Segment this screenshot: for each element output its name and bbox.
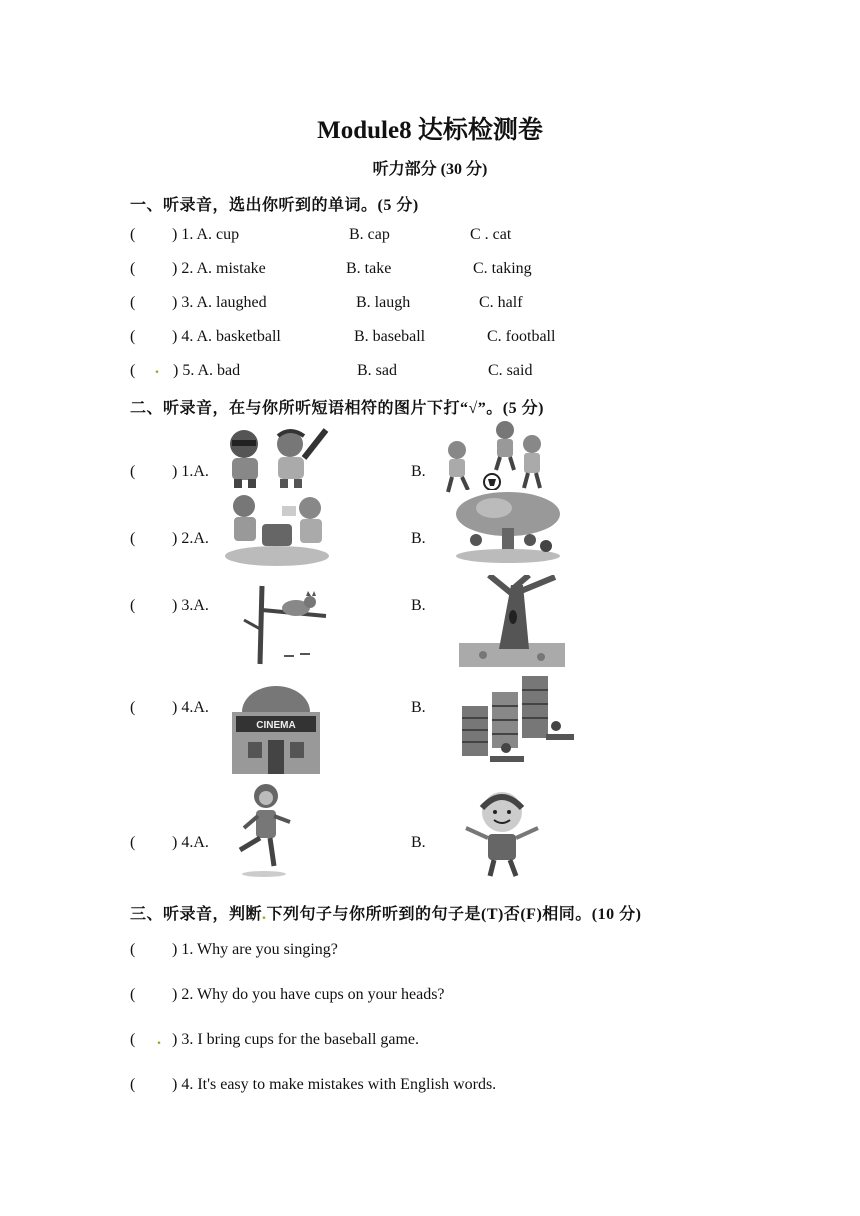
option-c: C. taking (473, 260, 532, 277)
answer-paren[interactable]: ( (130, 699, 136, 716)
option-c: C. half (479, 294, 523, 311)
row-2-option-b-label: B. (411, 530, 426, 547)
question-text: ) 4. A. basketball (172, 328, 281, 345)
answer-mark: . (157, 1031, 161, 1048)
row-3-option-b-label: B. (411, 597, 426, 614)
page-subtitle: 听力部分 (30 分) (372, 161, 488, 178)
big-tree-picture[interactable] (459, 575, 565, 667)
option-b: B. baseball (354, 328, 426, 345)
section-3-sentence-2: ) 2. Why do you have cups on your heads? (172, 986, 445, 1003)
question-text: ) 2. A. mistake (172, 260, 266, 277)
option-b: B. take (346, 260, 392, 277)
row-4-option-b-label: B. (411, 699, 426, 716)
section-2-heading: 二、听录音，在与你所听短语相符的图片下打“√”。(5 分) (130, 400, 544, 417)
section-3-sentence-1: ) 1. Why are you singing? (172, 941, 338, 958)
question-text: ) 3. A. laughed (172, 294, 267, 311)
answer-paren[interactable]: ( (130, 328, 136, 345)
answer-paren[interactable]: ( (130, 362, 136, 379)
answer-paren[interactable]: ( (130, 260, 136, 277)
row-1-option-b-label: B. (411, 463, 426, 480)
row-2-option-a-label: ) 2.A. (172, 530, 209, 547)
cinema-sign-text: CINEMA (256, 720, 296, 731)
row-5-option-a-label: ) 4.A. (172, 834, 209, 851)
smiling-boy-picture[interactable] (460, 786, 544, 878)
row-5-option-b-label: B. (411, 834, 426, 851)
football-kids-picture[interactable] (440, 418, 550, 496)
library-picture[interactable] (460, 672, 578, 776)
answer-paren[interactable]: ( (130, 834, 136, 851)
row-3-option-a-label: ) 3.A. (172, 597, 209, 614)
section-3-heading (130, 901, 641, 924)
option-b: B. sad (357, 362, 397, 379)
answer-paren[interactable]: ( (130, 463, 136, 480)
row-1-option-a-label: ) 1.A. (172, 463, 209, 480)
answer-paren[interactable]: ( (130, 597, 136, 614)
answer-paren[interactable]: ( (130, 226, 136, 243)
section-1-heading: 一、听录音，选出你听到的单词。(5 分) (130, 197, 419, 214)
kids-camping-picture[interactable] (222, 488, 332, 568)
question-text: ) 1. A. cup (172, 226, 240, 243)
row-4-option-a-label: ) 4.A. (172, 699, 209, 716)
answer-paren[interactable]: ( (130, 941, 136, 958)
page-title: Module8 达标检测卷 (317, 117, 543, 144)
kids-under-tree-picture[interactable] (454, 490, 562, 564)
baseball-kids-picture[interactable] (218, 424, 330, 492)
option-b: B. cap (349, 226, 390, 243)
section-3-heading-part-2: 下列句子与你所听到的句子是(T)否(F)相同。(10 分) (266, 906, 642, 923)
option-c: C. said (488, 362, 533, 379)
running-boy-picture[interactable] (228, 780, 298, 880)
cat-in-tree-picture[interactable] (234, 580, 334, 666)
answer-paren[interactable]: ( (130, 530, 136, 547)
answer-paren[interactable]: ( (130, 294, 136, 311)
option-b: B. laugh (356, 294, 411, 311)
option-c: C . cat (470, 226, 512, 243)
section-3-sentence-3: ) 3. I bring cups for the baseball game. (172, 1031, 420, 1048)
section-3-sentence-4: ) 4. It's easy to make mistakes with English words. (172, 1076, 497, 1093)
answer-paren[interactable]: ( (130, 1031, 136, 1048)
cinema-picture[interactable] (228, 684, 324, 774)
question-text: ) 5. A. bad (173, 362, 241, 379)
option-c: C. football (487, 328, 556, 345)
answer-paren[interactable]: ( (130, 986, 136, 1003)
answer-mark: . (155, 360, 159, 377)
answer-paren[interactable]: ( (130, 1076, 136, 1093)
heading-mark: . (262, 906, 267, 923)
section-3-heading-part-1: 三、听录音，判断 (130, 906, 263, 923)
